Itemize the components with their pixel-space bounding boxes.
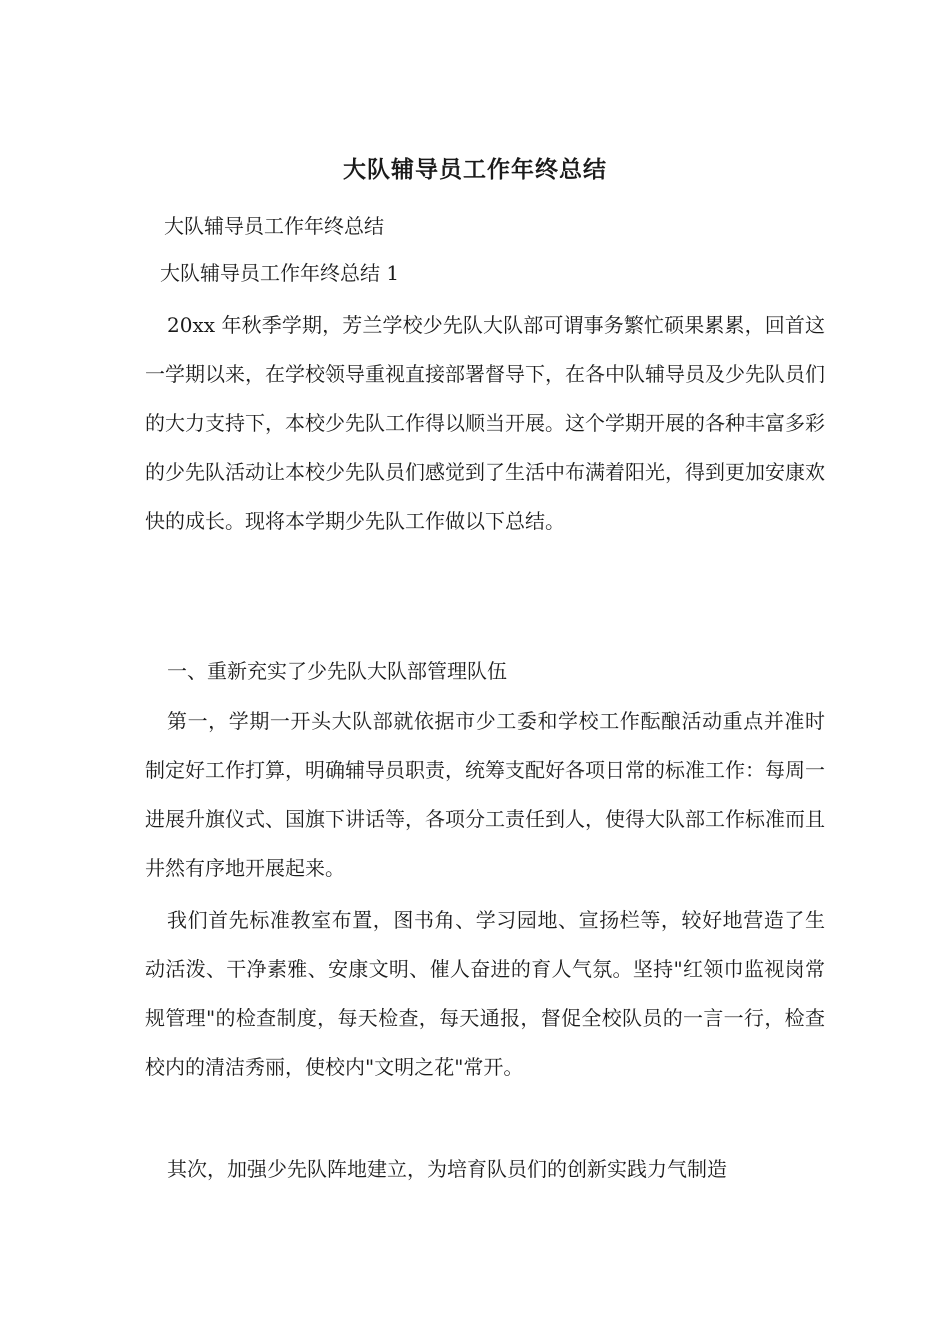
section-heading-1: 一、重新充实了少先队大队部管理队伍 [167, 659, 507, 683]
paragraph-first: 第一，学期一开头大队部就依据市少工委和学校工作酝酿活动重点并准时制定好工作打算，明确辅导员职责，统筹支配好各项日常的标准工作：每周一进展升旗仪式、国旗下讲话等，各项分工责任到人，使得大队部工作标准而且井然有序地开展起来。 [145, 709, 825, 880]
document-title: 大队辅导员工作年终总结 [343, 156, 607, 183]
paragraph-intro: 20xx 年秋季学期，芳兰学校少先队大队部可谓事务繁忙硕果累累，回首这一学期以来，在学校领导重视直接部署督导下，在各中队辅导员及少先队员们的大力支持下，本校少先队工作得以顺当开展。这个学期开展的各种丰富多彩的少先队活动让本校少先队员们感觉到了生活中布满着阳光，得到更加安康欢快的成长。现将本学期少先队工作做以下总结。 [145, 313, 825, 533]
paragraph-second: 其次，加强少先队阵地建立，为培育队员们的创新实践力气制造 [167, 1157, 727, 1181]
document-subtitle-numbered: 大队辅导员工作年终总结 1 [160, 261, 400, 285]
paragraph-classroom: 我们首先标准教室布置，图书角、学习园地、宣扬栏等，较好地营造了生动活泼、干净素雅、安康文明、催人奋进的育人气氛。坚持"红领巾监视岗常规管理"的检查制度，每天检查，每天通报，督促全校队员的一言一行，检查校内的清洁秀丽，使校内"文明之花"常开。 [145, 908, 825, 1079]
document-subtitle: 大队辅导员工作年终总结 [164, 214, 384, 238]
